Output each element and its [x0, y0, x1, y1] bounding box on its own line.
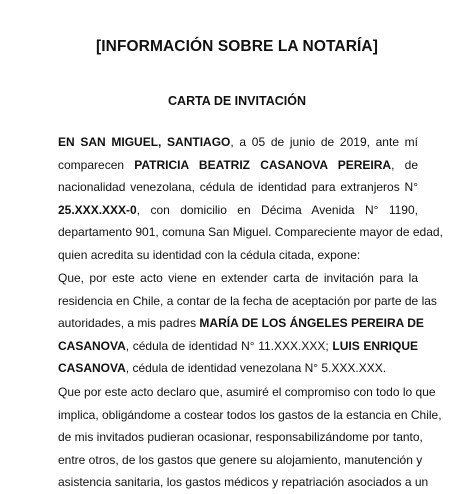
text-line: residencia en Chile, a contar de la fecha de aceptación por parte de las — [58, 293, 437, 308]
text-line: nacionalidad venezolana, cédula de identidad para extranjeros N° — [58, 180, 418, 195]
text-line — [58, 335, 418, 358]
text-line: asistencia sanitaria, los gastos médicos y repatriación asociados a un — [58, 475, 429, 490]
text-line: quien acredita su identidad con la cédula citada, expone: — [58, 247, 361, 262]
place-text: EN SAN MIGUEL, SANTIAGO — [58, 135, 231, 149]
text-run: , cédula de identidad venezolana N° 5.XXX.XXX. — [125, 361, 387, 376]
paragraph-invitation — [58, 267, 437, 380]
text-run: , con domicilio en Décima Avenida N° 1190, — [136, 202, 418, 217]
text-line — [58, 357, 418, 380]
father-name: LUIS ENRIQUE — [332, 338, 419, 353]
text-run: autoridades, a mis padres — [58, 316, 200, 331]
text-line: de mis invitados pudieran ocasionar, responsabilizándome por tanto, — [58, 430, 423, 445]
text-line — [58, 131, 418, 154]
mother-name: MARÍA DE LOS ÁNGELES PEREIRA DE — [199, 316, 424, 331]
text-line: Que por este acto declaro que, asumiré el compromiso con todo lo que — [58, 385, 436, 399]
appearer-name: PATRICIA BEATRIZ CASANOVA PEREIRA — [134, 157, 392, 172]
text-line — [58, 154, 418, 177]
text-line: Que, por este acto viene en extender carta de invitación para la — [58, 271, 418, 285]
text-line — [58, 199, 418, 222]
paragraph-appearance — [58, 131, 443, 267]
text-line: entre otros, de los gastos que genere su alojamiento, manutención y — [58, 452, 423, 467]
text-run: comparecen — [58, 157, 135, 172]
text-run: , de — [391, 157, 418, 172]
text-line — [58, 312, 424, 335]
father-surname: CASANOVA — [58, 361, 126, 376]
notary-info-heading: [INFORMACIÓN SOBRE LA NOTARÍA] — [96, 38, 378, 55]
id-number: 25.XXX.XXX-0 — [58, 202, 137, 217]
letter-title: CARTA DE INVITACIÓN — [168, 94, 306, 108]
text-run: , a 05 de junio de 2019, ante mí — [230, 135, 419, 149]
paragraph-commitment — [58, 381, 442, 494]
text-run: , cédula de identidad N° 11.XXX.XXX; — [125, 338, 333, 353]
text-line: implica, obligándome a costear todos los gastos de la estancia en Chile, — [58, 407, 442, 422]
mother-surname: CASANOVA — [58, 338, 126, 353]
text-line: departamento 901, comuna San Miguel. Compareciente mayor de edad, — [58, 225, 443, 240]
